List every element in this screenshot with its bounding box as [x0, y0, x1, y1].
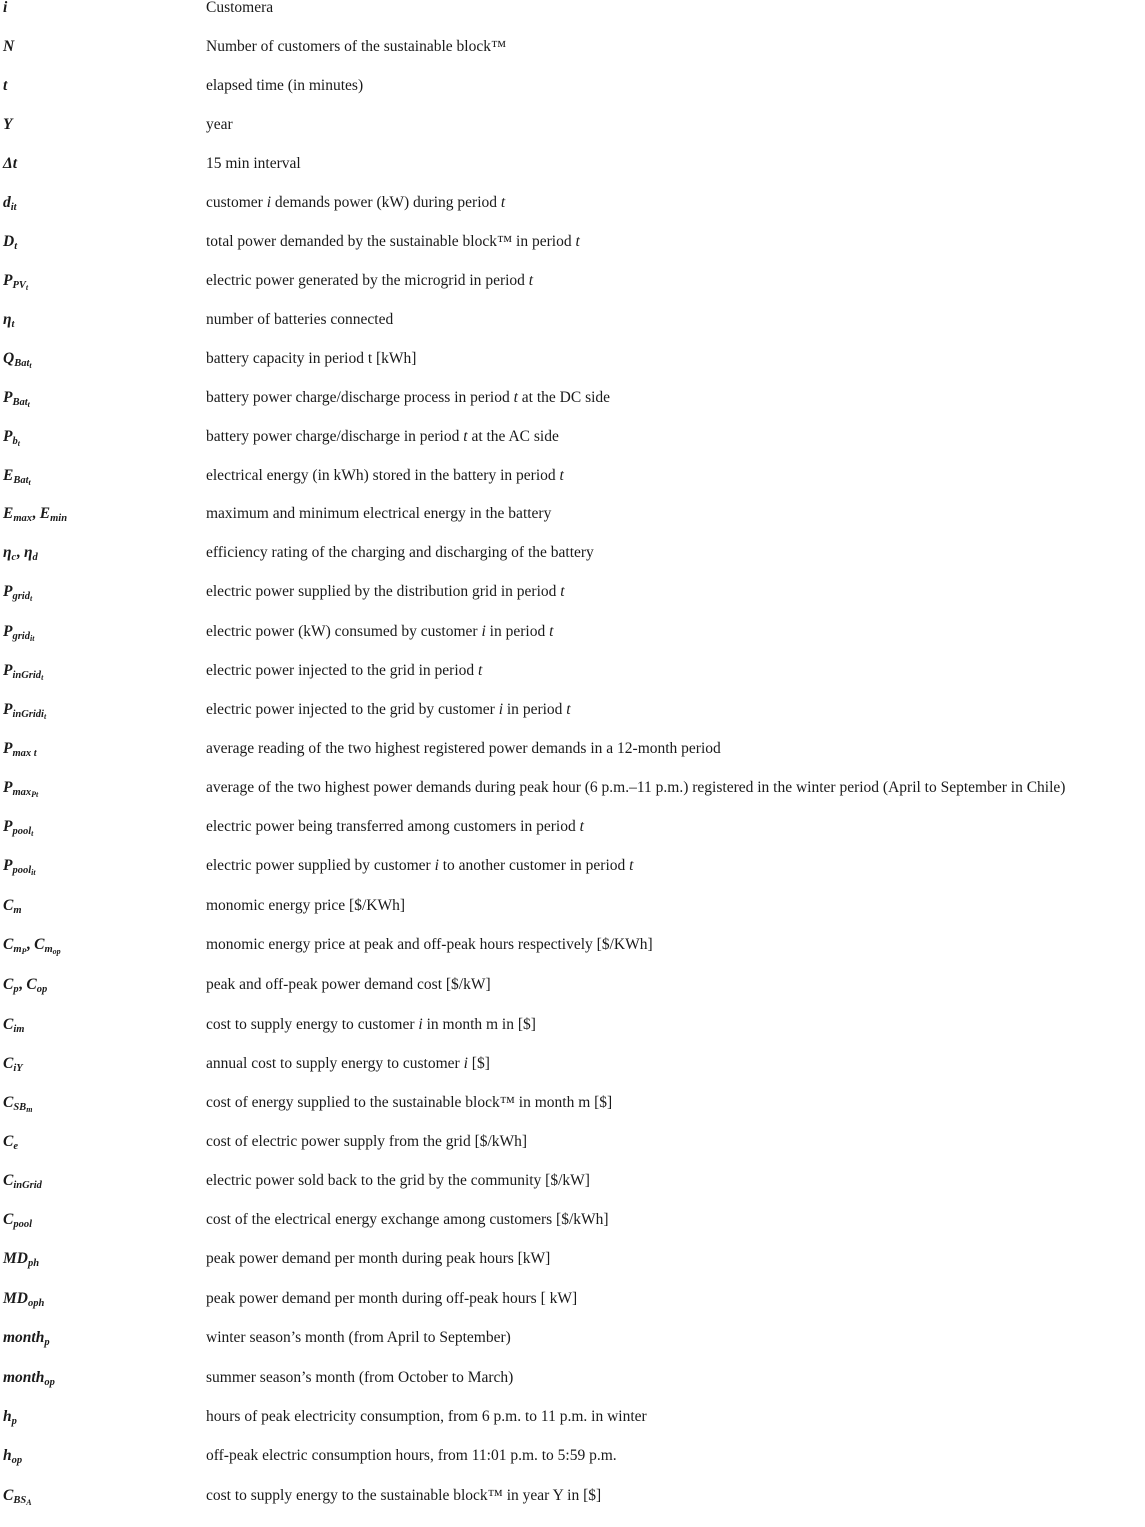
- symbol-subscript: pool: [13, 1219, 33, 1230]
- nomenclature-row: [0, 234, 1145, 273]
- symbol-base: P: [3, 740, 13, 757]
- nomenclature-row: [0, 858, 1145, 897]
- symbol: [3, 389, 30, 409]
- description: cost of the electrical energy exchange among customers [$/kWh]: [206, 1211, 609, 1228]
- description: cost of electric power supply from the grid [$/kWh]: [206, 1133, 528, 1150]
- description: electric power generated by the microgrid in period t: [206, 272, 534, 289]
- nomenclature-row: [0, 977, 1145, 1016]
- description: battery capacity in period t [kWh]: [206, 350, 417, 367]
- symbol: [3, 467, 31, 487]
- variable-i: i: [266, 194, 272, 211]
- symbol-subscript: PVt: [12, 280, 29, 292]
- description: year: [206, 116, 233, 133]
- nomenclature-row: [0, 78, 1145, 117]
- symbol-sub-subscript: t: [28, 478, 31, 487]
- description: electric power injected to the grid by customer i in period t: [206, 701, 571, 718]
- symbol-base: E: [3, 467, 14, 484]
- symbol: [3, 234, 17, 250]
- symbol-sub-subscript: t: [27, 400, 30, 409]
- symbol-subscript: BSA: [13, 1495, 32, 1507]
- symbol-subscript: max t: [12, 748, 37, 759]
- symbol-base: P: [3, 857, 13, 874]
- symbol-base: C: [3, 897, 14, 914]
- symbol-base: C: [3, 1172, 14, 1189]
- description: cost to supply energy to the sustainable block™ in year Y in [$]: [206, 1487, 602, 1504]
- description: cost of energy supplied to the sustainable block™ in month m [$]: [206, 1094, 613, 1111]
- variable-i: i: [463, 1055, 468, 1072]
- nomenclature-row: [0, 390, 1145, 429]
- symbol-subscript: m: [13, 905, 22, 916]
- symbol-subscript: Batt: [14, 358, 32, 370]
- description: number of batteries connected: [206, 311, 394, 328]
- symbol: [3, 977, 47, 993]
- symbol-base: P: [3, 272, 13, 289]
- description: maximum and minimum electrical energy in the battery: [206, 505, 552, 522]
- symbol-subscript: t: [14, 241, 18, 252]
- symbol-base: h: [3, 1408, 12, 1425]
- symbol-subscript: c: [11, 552, 17, 563]
- nomenclature-row: [0, 545, 1145, 584]
- symbol-sub-subscript: t: [41, 673, 44, 682]
- symbol-base: P: [3, 389, 13, 406]
- symbol-base: η: [23, 544, 33, 561]
- symbol-subscript: inGrid: [13, 1180, 42, 1191]
- symbol-subscript: bt: [12, 436, 20, 448]
- symbol-base: h: [3, 1447, 12, 1464]
- nomenclature-row: [0, 624, 1145, 663]
- symbol-base: MD: [3, 1290, 28, 1307]
- symbol-subscript: min: [50, 513, 68, 524]
- symbol: [3, 1448, 22, 1464]
- variable-t: t: [528, 272, 534, 289]
- symbol-base: C: [34, 936, 45, 953]
- symbol-sub-subscript: Pt: [31, 790, 39, 799]
- symbol-base: month: [3, 1369, 45, 1386]
- symbol-base: month: [3, 1329, 45, 1346]
- symbol-subscript: iY: [13, 1063, 23, 1074]
- symbol: [3, 1291, 44, 1307]
- symbol: [3, 662, 44, 682]
- symbol-subscript: e: [13, 1141, 19, 1152]
- description: peak and off-peak power demand cost [$/kW]: [206, 976, 491, 993]
- variable-t: t: [500, 194, 506, 211]
- symbol-sub-subscript: t: [25, 283, 29, 292]
- symbol: [3, 1251, 39, 1267]
- symbol-separator: ,: [26, 936, 35, 953]
- description: Number of customers of the sustainable block™: [206, 38, 507, 55]
- nomenclature-row: [0, 1134, 1145, 1173]
- description: battery power charge/discharge in period t at the AC side: [206, 428, 559, 445]
- symbol-sub-subscript: m: [26, 1105, 33, 1114]
- variable-t: t: [549, 623, 554, 640]
- variable-t: t: [559, 467, 564, 484]
- symbol-subscript: d: [32, 552, 38, 563]
- description: peak power demand per month during off-peak hours [ kW]: [206, 1290, 578, 1307]
- symbol: [3, 898, 22, 914]
- description: electric power (kW) consumed by customer i in period t: [206, 623, 554, 640]
- symbol-base: Q: [3, 350, 15, 367]
- variable-t: t: [575, 233, 580, 250]
- symbol-base: C: [3, 1211, 14, 1228]
- symbol: [3, 857, 36, 877]
- nomenclature-row: [0, 1056, 1145, 1095]
- symbol-base: Y: [3, 116, 13, 133]
- nomenclature-row: [0, 1291, 1145, 1330]
- symbol-base: η: [3, 311, 12, 328]
- description: electric power injected to the grid in period t: [206, 662, 483, 679]
- description: total power demanded by the sustainable block™ in period t: [206, 233, 580, 250]
- nomenclature-row: [0, 1212, 1145, 1251]
- nomenclature-row: [0, 156, 1145, 195]
- symbol-subscript: Batt: [13, 475, 31, 487]
- symbol: [3, 741, 37, 757]
- description: electric power supplied by the distribution grid in period t: [206, 583, 565, 600]
- symbol-subscript: poolt: [12, 826, 34, 838]
- symbol-base: C: [26, 976, 37, 993]
- symbol: [3, 1134, 18, 1150]
- description: electric power sold back to the grid by the community [$/kW]: [206, 1172, 590, 1189]
- symbol-subscript: op: [44, 1377, 55, 1388]
- description: customer i demands power (kW) during period t: [206, 194, 506, 211]
- symbol-subscript: op: [36, 984, 48, 995]
- symbol: [3, 78, 7, 94]
- description: efficiency rating of the charging and discharging of the battery: [206, 544, 594, 561]
- nomenclature-row: [0, 937, 1145, 976]
- symbol-sub-subscript: A: [26, 1498, 32, 1507]
- description: monomic energy price at peak and off-peak hours respectively [$/KWh]: [206, 936, 653, 953]
- symbol-subscript: mop: [44, 944, 61, 956]
- nomenclature-row: [0, 741, 1145, 780]
- nomenclature-row: [0, 39, 1145, 78]
- nomenclature-row: [0, 1251, 1145, 1290]
- description: elapsed time (in minutes): [206, 77, 364, 94]
- symbol-base: P: [3, 428, 13, 445]
- symbol-base: MD: [3, 1250, 28, 1267]
- symbol-base: N: [3, 38, 15, 55]
- nomenclature-row: [0, 0, 1145, 39]
- symbol: [3, 195, 17, 211]
- symbol-subscript: Batt: [12, 397, 30, 409]
- nomenclature-row: [0, 584, 1145, 623]
- variable-i: i: [498, 701, 503, 718]
- symbol-base: t: [3, 77, 8, 94]
- symbol: [3, 1487, 32, 1507]
- variable-t: t: [566, 701, 571, 718]
- symbol: [3, 779, 39, 799]
- symbol-subscript: gridit: [12, 631, 35, 643]
- symbol: [3, 0, 7, 16]
- nomenclature-row: [0, 1409, 1145, 1448]
- nomenclature-row: [0, 663, 1145, 702]
- nomenclature-row: [0, 506, 1145, 545]
- symbol-base: Δt: [3, 155, 18, 172]
- description: hours of peak electricity consumption, from 6 p.m. to 11 p.m. in winter: [206, 1408, 647, 1425]
- symbol: [3, 272, 29, 292]
- symbol-subscript: maxPt: [12, 787, 39, 799]
- nomenclature-row: [0, 780, 1145, 819]
- symbol: [3, 701, 47, 721]
- symbol-subscript: poolit: [12, 865, 36, 877]
- symbol: [3, 1330, 50, 1346]
- symbol: [3, 1017, 24, 1033]
- symbol-base: C: [3, 1133, 14, 1150]
- description: electric power being transferred among customers in period t: [206, 818, 584, 835]
- nomenclature-row: [0, 898, 1145, 937]
- symbol-sub-subscript: it: [29, 634, 35, 643]
- symbol: [3, 1056, 23, 1072]
- description: battery power charge/discharge process in period t at the DC side: [206, 389, 611, 406]
- symbol-subscript: inGridt: [12, 670, 44, 682]
- symbol-sub-subscript: t: [43, 712, 47, 721]
- symbol-subscript: op: [11, 1455, 23, 1466]
- symbol-subscript: gridt: [12, 591, 33, 603]
- symbol-base: P: [3, 623, 13, 640]
- nomenclature-row: [0, 1488, 1145, 1527]
- symbol-sub-subscript: P: [21, 947, 27, 956]
- description: winter season’s month (from April to September): [206, 1329, 511, 1346]
- symbol-base: P: [3, 818, 13, 835]
- symbol-sub-subscript: it: [31, 868, 36, 877]
- symbol-subscript: t: [11, 319, 15, 330]
- symbol-sub-subscript: t: [29, 594, 33, 603]
- nomenclature-row: [0, 819, 1145, 858]
- nomenclature-row: [0, 1095, 1145, 1134]
- description: average reading of the two highest registered power demands in a 12-month period: [206, 740, 721, 757]
- symbol-base: C: [3, 1016, 14, 1033]
- symbol-subscript: mP: [13, 944, 27, 956]
- description: peak power demand per month during peak hours [kW]: [206, 1250, 551, 1267]
- variable-t: t: [579, 818, 584, 835]
- symbol-subscript: it: [10, 202, 17, 213]
- description: off-peak electric consumption hours, from 11:01 p.m. to 5:59 p.m.: [206, 1447, 617, 1464]
- symbol-base: C: [3, 976, 14, 993]
- symbol: [3, 428, 20, 448]
- symbol: [3, 936, 61, 956]
- variable-i: i: [418, 1016, 423, 1033]
- nomenclature-row: [0, 312, 1145, 351]
- description: electrical energy (in kWh) stored in the battery in period t: [206, 467, 564, 484]
- symbol-subscript: inGridit: [12, 709, 47, 721]
- symbol-sub-subscript: op: [52, 947, 61, 956]
- symbol-base: C: [3, 936, 14, 953]
- nomenclature-row: [0, 702, 1145, 741]
- description: cost to supply energy to customer i in month m in [$]: [206, 1016, 536, 1033]
- nomenclature-row: [0, 117, 1145, 156]
- symbol-base: P: [3, 583, 13, 600]
- symbol-subscript: p: [11, 1416, 17, 1427]
- symbol: [3, 1370, 55, 1386]
- description: monomic energy price [$/KWh]: [206, 897, 405, 914]
- nomenclature-row: [0, 1448, 1145, 1487]
- symbol: [3, 39, 14, 55]
- variable-t: t: [629, 857, 634, 874]
- variable-i: i: [481, 623, 486, 640]
- symbol: [3, 1173, 42, 1189]
- symbol-separator: ,: [18, 976, 27, 993]
- symbol-base: C: [3, 1094, 14, 1111]
- symbol: [3, 117, 12, 133]
- symbol-separator: ,: [16, 544, 24, 561]
- symbol-subscript: p: [13, 984, 19, 995]
- symbol: [3, 1212, 32, 1228]
- variable-t: t: [513, 389, 518, 406]
- symbol-base: P: [3, 701, 13, 718]
- variable-t: t: [478, 662, 483, 679]
- description: electric power supplied by customer i to another customer in period t: [206, 857, 634, 874]
- nomenclature-row: [0, 195, 1145, 234]
- symbol-base: η: [3, 544, 12, 561]
- symbol-subscript: p: [44, 1337, 50, 1348]
- nomenclature-row: [0, 1370, 1145, 1409]
- symbol-subscript: ph: [27, 1258, 40, 1269]
- symbol-sub-subscript: t: [29, 361, 32, 370]
- nomenclature-row: [0, 1330, 1145, 1369]
- symbol-subscript: SBm: [13, 1102, 33, 1114]
- variable-t: t: [463, 428, 468, 445]
- symbol-sub-subscript: t: [31, 829, 34, 838]
- symbol-base: E: [3, 505, 14, 522]
- symbol-base: d: [3, 194, 11, 211]
- nomenclature-row: [0, 273, 1145, 312]
- symbol: [3, 583, 33, 603]
- symbol: [3, 1094, 33, 1114]
- variable-t: t: [560, 583, 565, 600]
- description: Customera: [206, 0, 274, 16]
- symbol-separator: ,: [32, 505, 40, 522]
- description: annual cost to supply energy to customer i [$]: [206, 1055, 490, 1072]
- variable-i: i: [434, 857, 439, 874]
- symbol-base: D: [3, 233, 15, 250]
- symbol: [3, 506, 67, 522]
- symbol: [3, 312, 14, 328]
- nomenclature-row: [0, 429, 1145, 468]
- description: summer season’s month (from October to March): [206, 1369, 514, 1386]
- symbol-base: C: [3, 1487, 14, 1504]
- nomenclature-row: [0, 468, 1145, 507]
- nomenclature-row: [0, 1017, 1145, 1056]
- symbol-subscript: max: [13, 513, 33, 524]
- symbol-base: P: [3, 779, 13, 796]
- symbol-base: E: [39, 505, 51, 522]
- symbol-subscript: im: [13, 1024, 25, 1035]
- nomenclature-row: [0, 351, 1145, 390]
- symbol: [3, 350, 32, 370]
- symbol-base: i: [3, 0, 8, 16]
- symbol-base: P: [3, 662, 13, 679]
- symbol-base: C: [3, 1055, 14, 1072]
- symbol: [3, 1409, 17, 1425]
- symbol: [3, 818, 34, 838]
- symbol-sub-subscript: t: [17, 439, 20, 448]
- description: 15 min interval: [206, 155, 301, 172]
- symbol-subscript: oph: [27, 1298, 45, 1309]
- symbol: [3, 623, 35, 643]
- description: average of the two highest power demands during peak hour (6 p.m.–11 p.m.) registered in the winter period (April to September in Chile): [206, 779, 1066, 796]
- nomenclature-row: [0, 1173, 1145, 1212]
- symbol: [3, 156, 17, 172]
- symbol: [3, 545, 38, 561]
